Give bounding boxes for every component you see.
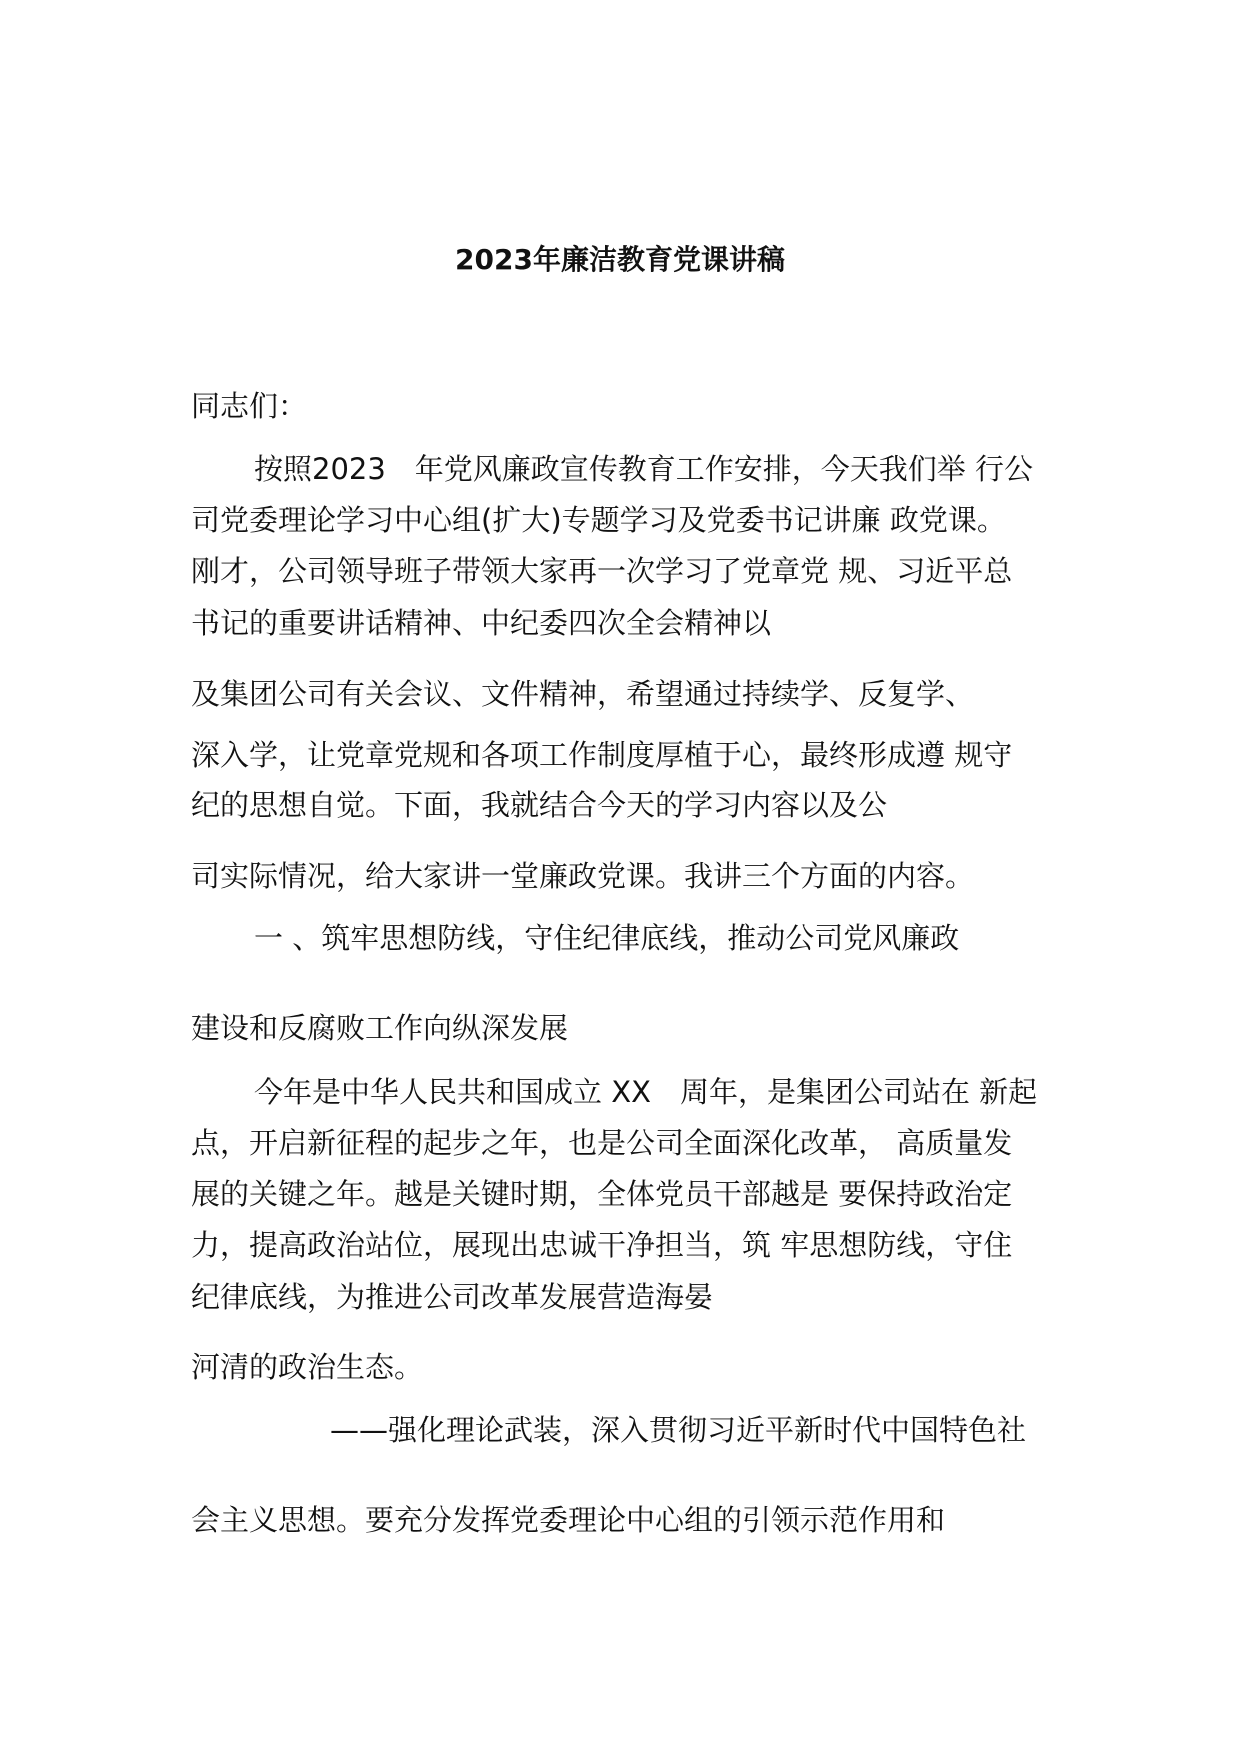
body-line: 纪律底线，为推进公司改革发展营造海晏 bbox=[191, 1280, 714, 1314]
body-line: 司党委理论学习中心组(扩大)专题学习及党委书记讲廉 政党课。 bbox=[191, 503, 1006, 537]
body-line: 点，开启新征程的起步之年，也是公司全面深化改革， 高质量发 bbox=[191, 1126, 1013, 1160]
salutation-line: 同志们： bbox=[191, 389, 308, 423]
body-line: 会主义思想。要充分发挥党委理论中心组的引领示范作用和 bbox=[191, 1503, 946, 1537]
body-line: 按照2023 年党风廉政宣传教育工作安排，今天我们举 行公 bbox=[254, 452, 1034, 486]
body-line: 展的关键之年。越是关键时期，全体党员干部越是 要保持政治定 bbox=[191, 1177, 1013, 1211]
body-line: 及集团公司有关会议、文件精神，希望通过持续学、反复学、 bbox=[191, 677, 975, 711]
subheading-line: ——强化理论武装，深入贯彻习近平新时代中国特色社 bbox=[330, 1413, 1027, 1447]
body-line: 书记的重要讲话精神、中纪委四次全会精神以 bbox=[191, 606, 772, 640]
body-line: 河清的政治生态。 bbox=[191, 1350, 424, 1384]
section-heading-line: 建设和反腐败工作向纵深发展 bbox=[191, 1011, 569, 1045]
body-line: 深入学，让党章党规和各项工作制度厚植于心，最终形成遵 规守 bbox=[191, 738, 1013, 772]
document-title: 2023年廉洁教育党课讲稿 bbox=[455, 243, 785, 276]
body-line: 力，提高政治站位，展现出忠诚干净担当，筑 牢思想防线，守住 bbox=[191, 1228, 1013, 1262]
body-line: 纪的思想自觉。下面，我就结合今天的学习内容以及公 bbox=[191, 788, 888, 822]
section-heading-line: 一 、筑牢思想防线，守住纪律底线，推动公司党风廉政 bbox=[254, 921, 960, 955]
body-line: 今年是中华人民共和国成立 XX 周年，是集团公司站在 新起 bbox=[254, 1075, 1038, 1109]
body-line: 司实际情况，给大家讲一堂廉政党课。我讲三个方面的内容。 bbox=[191, 859, 975, 893]
body-line: 刚才，公司领导班子带领大家再一次学习了党章党 规、习近平总 bbox=[191, 554, 1013, 588]
